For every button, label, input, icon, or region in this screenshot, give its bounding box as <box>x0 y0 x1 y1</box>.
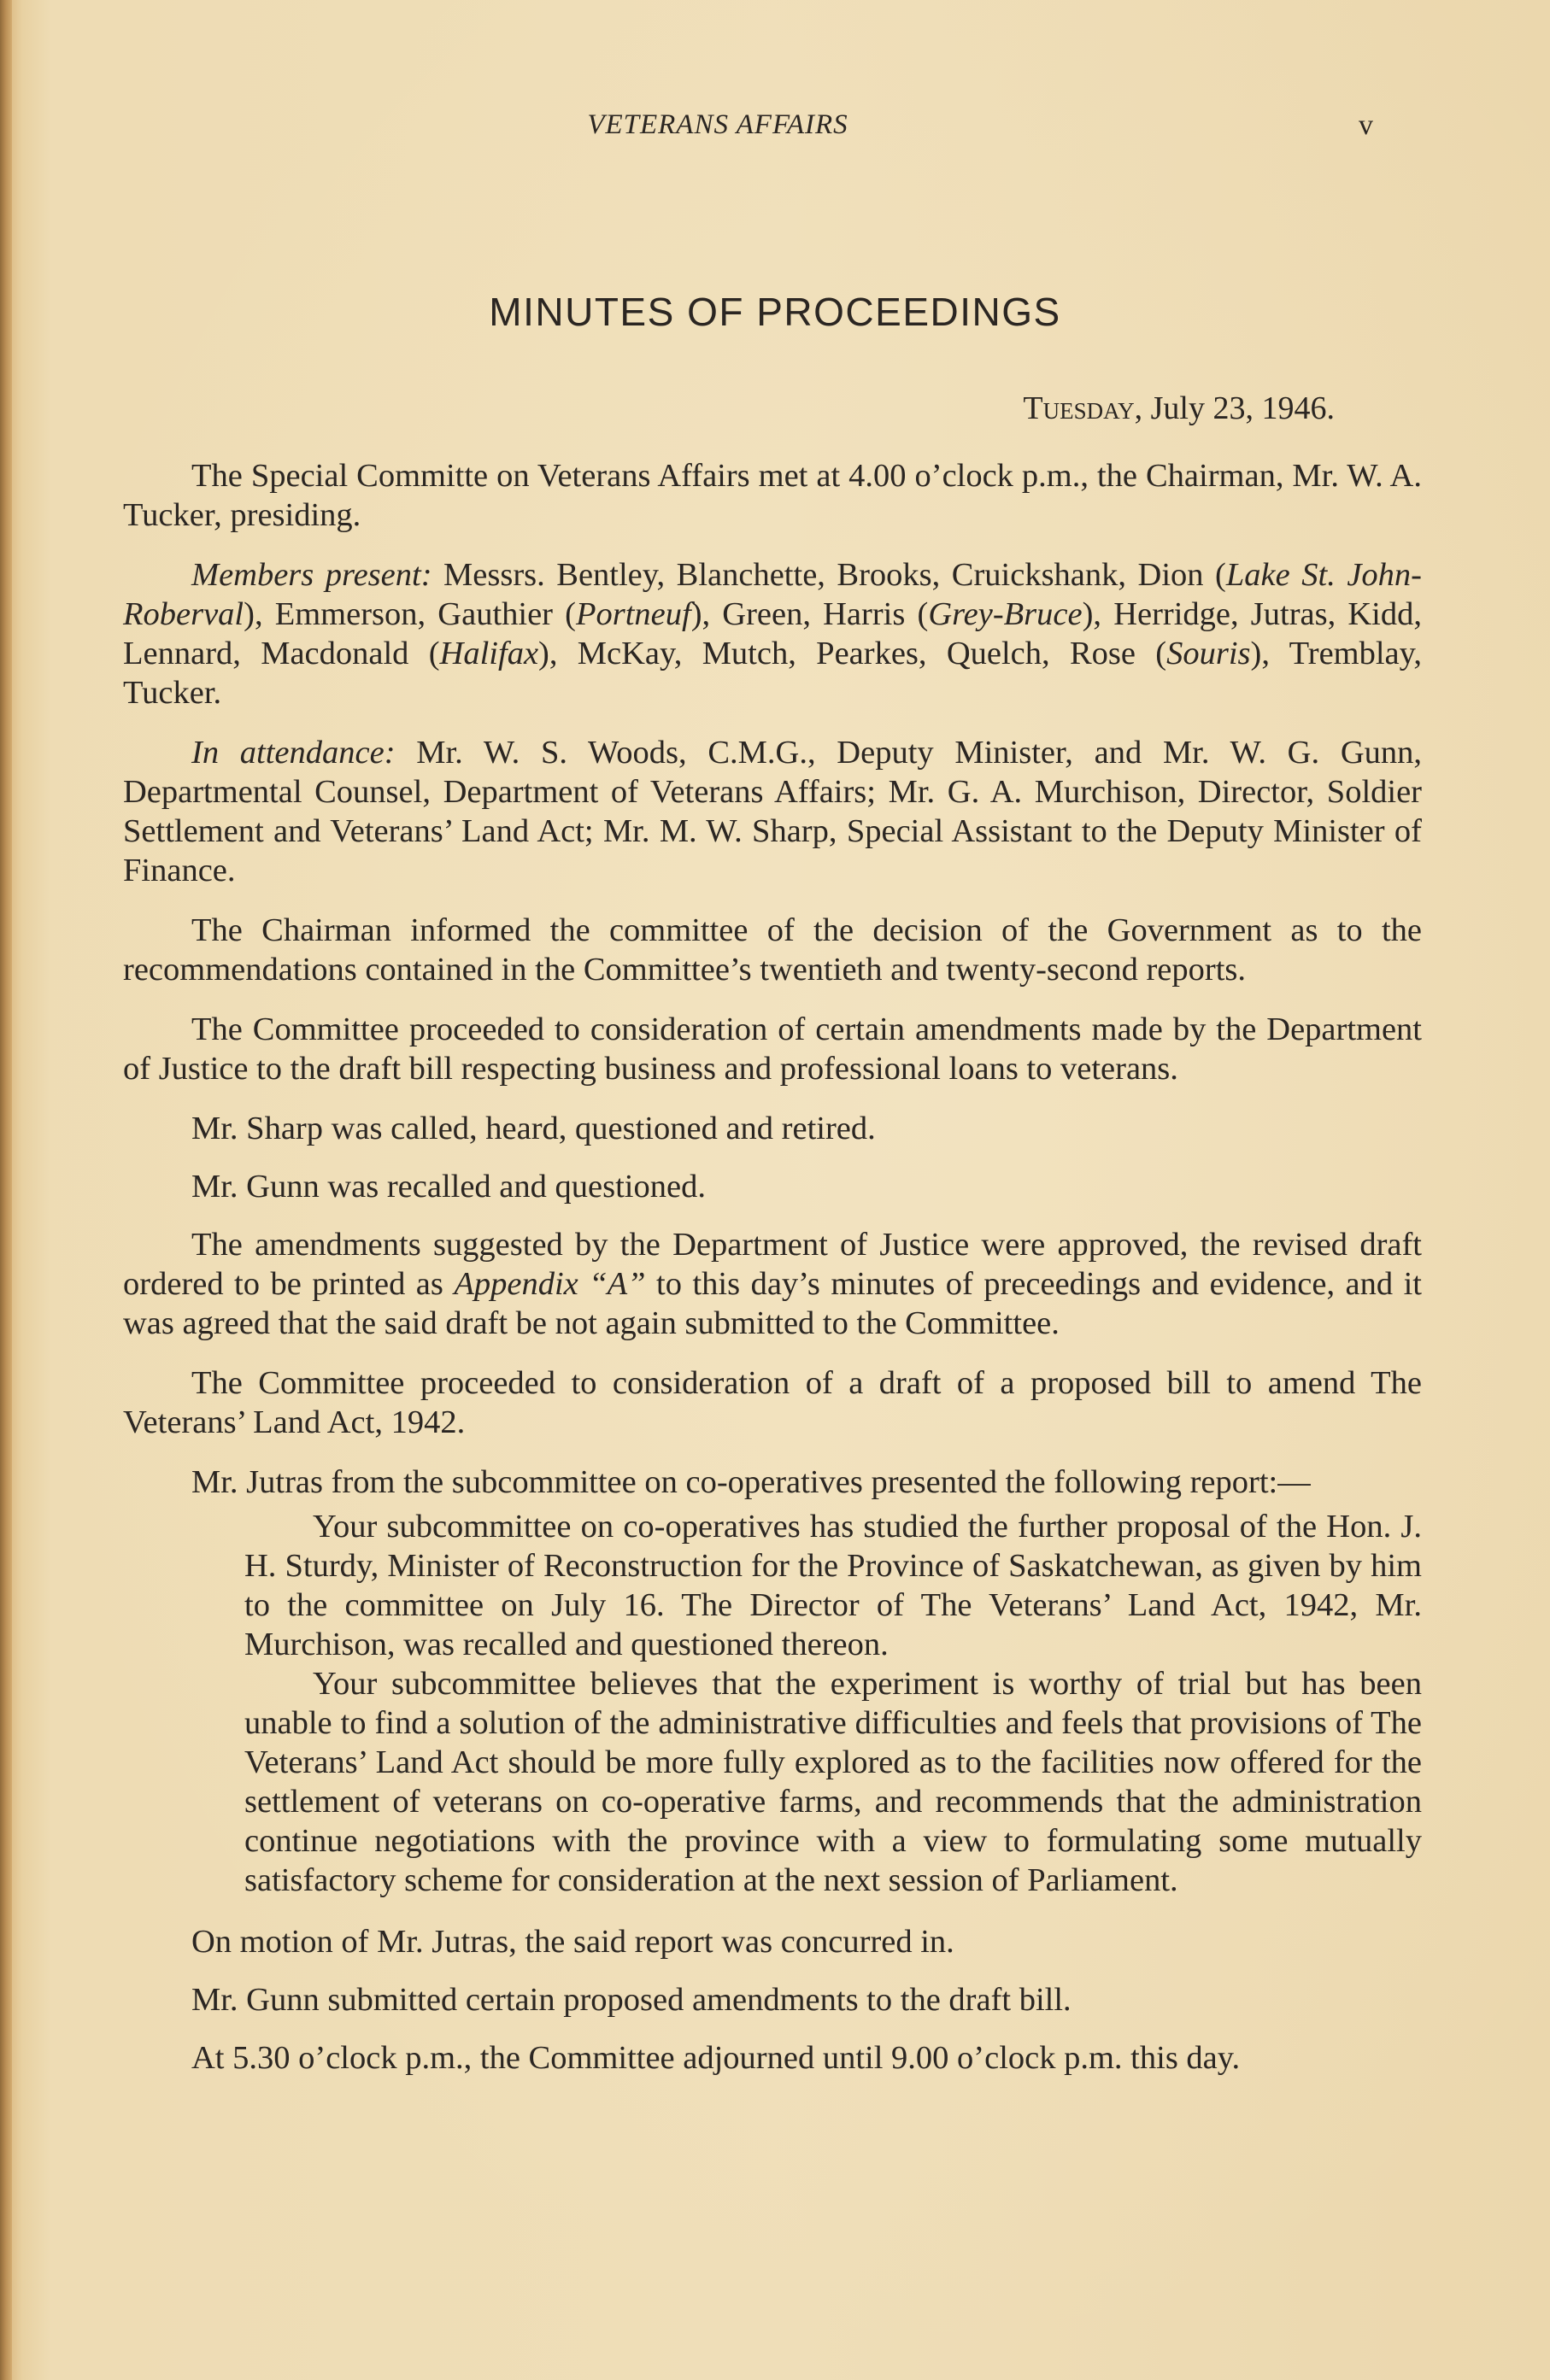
meeting-weekday: Tuesday <box>1023 390 1135 426</box>
paragraph-in-attendance <box>123 733 1422 890</box>
page-number: v <box>1359 109 1373 141</box>
paragraph-meeting-opened: The Special Committe on Veterans Affairs met at 4.00 o’clock p.m., the Chairman, Mr. W. A. Tucker, presiding. <box>123 458 1422 533</box>
members-text: ), Tremblay, Tucker. <box>123 636 1423 711</box>
riding-name: Lake St. John-Roberval <box>123 557 1422 632</box>
report-paragraph: Your subcommittee on co-operatives has studied the further proposal of the Hon. J. H. Sturdy, Minister of Reconstruction for the Province of Saskatchewan, as given by him to the committee on July 16. The Director of The Veterans’ Land Act, 1942, Mr. Murchison, was recalled and questioned thereon. <box>244 1509 1422 1662</box>
meeting-date <box>1023 390 1335 427</box>
paragraph-gunn-recalled: Mr. Gunn was recalled and questioned. <box>191 1169 706 1205</box>
meeting-date-rest: , July 23, 1946. <box>1134 390 1335 426</box>
paragraph-sharp-called: Mr. Sharp was called, heard, questioned and retired. <box>191 1111 876 1146</box>
members-text: ), Herridge, Jutras, Kidd, Lennard, Macdonald ( <box>123 596 1423 671</box>
paragraph-justice-amendments: The Committee proceeded to consideration of certain amendments made by the Department of Justice to the draft bill respecting business and professional loans to veterans. <box>123 1011 1422 1087</box>
minutes-body <box>123 456 1422 2098</box>
paragraph-land-act-bill: The Committee proceeded to consideration of a draft of a proposed bill to amend The Veterans’ Land Act, 1942. <box>123 1365 1422 1440</box>
members-text: ), McKay, Mutch, Pearkes, Quelch, Rose ( <box>538 636 1167 671</box>
paragraph-government-decision: The Chairman informed the committee of the decision of the Government as to the recommendations contained in the Committee’s twentieth and twenty-second reports. <box>123 912 1422 988</box>
running-head <box>0 109 1550 147</box>
running-head-title: VETERANS AFFAIRS <box>587 109 848 140</box>
paragraph-gunn-amendments: Mr. Gunn submitted certain proposed amendments to the draft bill. <box>191 1982 1071 2018</box>
paragraph-members-present <box>123 555 1422 712</box>
report-paragraph: Your subcommittee believes that the experiment is worthy of trial but has been unable to find a solution of the administrative difficulties and feels that provisions of The Veterans’ Land Act should be more fully explored as to the facilities now offered for the settlement of veterans on co-operative farms, and recommends that the administration continue negotiations with the province with a view to formulating some mutually satisfactory scheme for consideration at the next session of Parliament. <box>244 1666 1422 1898</box>
members-text: ), Emmerson, Gauthier ( <box>244 596 576 632</box>
members-text: Messrs. Bentley, Blanchette, Brooks, Cruickshank, Dion ( <box>432 557 1226 593</box>
appendix-reference: Appendix “A” <box>454 1266 646 1302</box>
page-binding-edge <box>0 0 12 2380</box>
in-attendance-text: Mr. W. S. Woods, C.M.G., Deputy Minister, and Mr. W. G. Gunn, Departmental Counsel, Department of Veterans Affairs; Mr. G. A. Murchison, Director, Soldier Settlement and Veterans’ Land Act; Mr. M. W. Sharp, Special Assistant to the Deputy Minister of Finance. <box>123 735 1422 888</box>
riding-name: Halifax <box>439 636 539 671</box>
riding-name: Portneuf <box>575 596 691 632</box>
riding-name: Grey-Bruce <box>928 596 1083 632</box>
paragraph-adjournment: At 5.30 o’clock p.m., the Committee adjourned until 9.00 o’clock p.m. this day. <box>191 2040 1241 2076</box>
members-present-label: Members present: <box>191 557 432 593</box>
members-text: ), Green, Harris ( <box>690 596 929 632</box>
paragraph-report-concurred: On motion of Mr. Jutras, the said report was concurred in. <box>191 1924 954 1960</box>
riding-name: Souris <box>1166 636 1251 671</box>
paragraph-amendments-approved <box>123 1225 1422 1343</box>
page-title: MINUTES OF PROCEEDINGS <box>489 290 1061 334</box>
amendments-text: to this day’s minutes of preceedings and evidence, and it was agreed that the said draft be not again submitted to the Committee. <box>123 1266 1423 1341</box>
paragraph-subcommittee-report-intro: Mr. Jutras from the subcommittee on co-operatives presented the following report:— <box>191 1464 1311 1500</box>
in-attendance-label: In attendance: <box>191 735 396 771</box>
subcommittee-report <box>244 1507 1422 1900</box>
amendments-text: The amendments suggested by the Department of Justice were approved, the revised draft ordered to be printed as <box>123 1227 1422 1302</box>
